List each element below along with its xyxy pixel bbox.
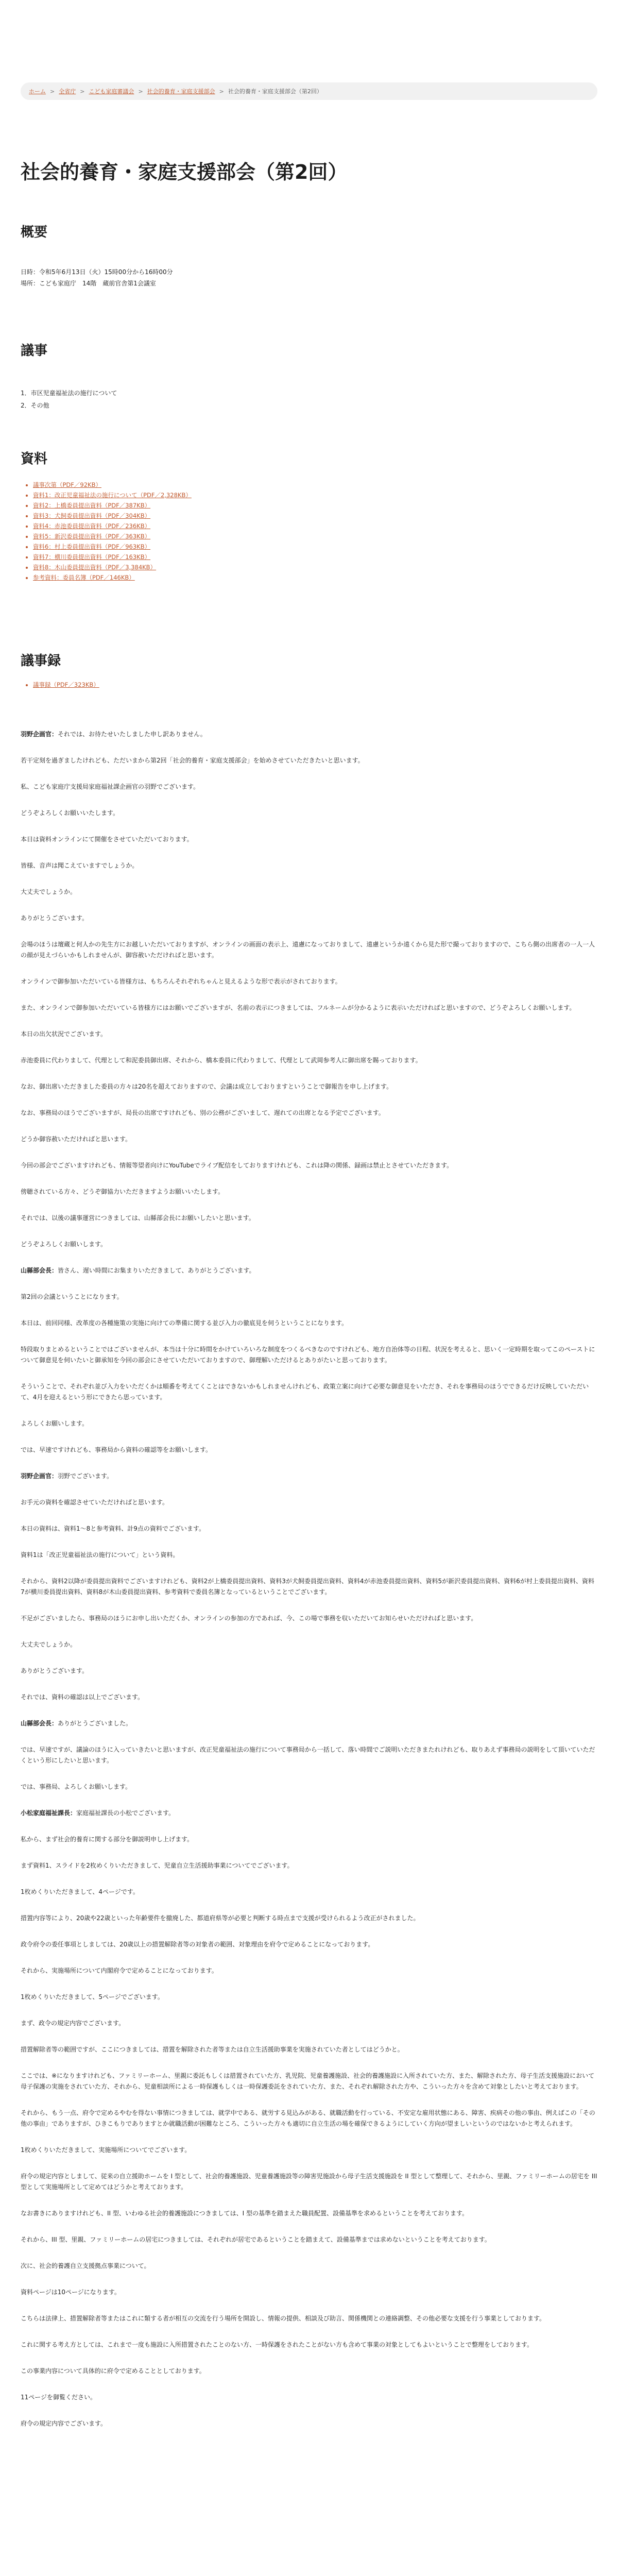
- overview-meta: [21, 266, 597, 289]
- minutes-text: 府令の規定内容としまして、従来の自立援助ホームを I 型として、社会的養護施設、児童養護施設等の障害児施設から母子生活支援施設を II 型として整理して、それから、里親、ファミリーホームの居宅を III 型として実施場所として定めてはどうかと考えております。: [21, 2172, 597, 2191]
- minutes-paragraph: [21, 1860, 597, 1871]
- minutes-text: 今回の部会でございますけれども、情報等望者向けにYouTubeでライブ配信をしておりますけれども、これは降の関係、録画は禁止とさせていただきます。: [21, 1161, 453, 1169]
- minutes-text: なお書きにありますけれども、II 型、いわゆる社会的養護施設につきましては、I 型の基準を踏まえた職員配置、設備基準を求めるということを考えております。: [21, 2209, 469, 2217]
- minutes-text: ここでは、※になりますけれども、ファミリーホーム、里親に委託もしくは措置されていた方、乳児院、児童養護施設、社会的養護施設に入所されていた方、また、解除された方、母子生活支援施設において母子保護の実施をされていた方、それから、児童相談所による一時保護もしくは一時保護委託をされていた方、また、それぞれ解除された方や、こういった方々を含めて対象としたいと考えております。: [21, 2072, 595, 2090]
- material-item: [33, 572, 597, 583]
- material-link[interactable]: 資料2：上橋委員提出資料（PDF／387KB）: [33, 501, 151, 509]
- minutes-paragraph: [21, 1445, 597, 1455]
- minutes-text: 資料1は「改正児童福祉法の施行について」という資料。: [21, 1551, 179, 1558]
- minutes-paragraph: [21, 2287, 597, 2298]
- minutes-text: 私、こども家庭庁支援局家庭福祉課企画官の羽野でございます。: [21, 783, 200, 790]
- material-link[interactable]: 資料4：赤池委員提出資料（PDF／236KB）: [33, 522, 151, 530]
- minutes-paragraph: [21, 1887, 597, 1897]
- minutes-paragraph: [21, 1381, 597, 1403]
- breadcrumb-ministries[interactable]: 全省庁: [59, 88, 76, 95]
- minutes-paragraph: [21, 1497, 597, 1508]
- minutes-paragraph: [21, 1744, 597, 1766]
- breadcrumb-separator: >: [80, 88, 85, 95]
- minutes-text: 特段取りまとめるということではございませんが、本当は十分に時間をかけていろいろな制度をつくるべきなのですけれども、地方自治体等の日程、状況を考えると、思いく一定時期を取ってこのペーストについて御意見を伺いたいと御承知を今回の部会にさせていただいておりますので、御理解いただけるとありがたいと思っております。: [21, 1345, 595, 1364]
- minutes-paragraph: [21, 1666, 597, 1676]
- minutes-paragraph: [21, 1639, 597, 1650]
- material-link[interactable]: 資料7：横川委員提出資料（PDF／163KB）: [33, 553, 151, 561]
- minutes-paragraph: [21, 1550, 597, 1561]
- material-item: [33, 500, 597, 511]
- page-wrapper: [21, 0, 597, 2445]
- minutes-text: 措置解除者等の範囲ですが、ここにつきましては、措置を解除された者等または自立生活援助事業を実施されていた者としてはどうかと。: [21, 2045, 404, 2053]
- minutes-paragraph: [21, 913, 597, 924]
- material-item: [33, 562, 597, 572]
- breadcrumb-separator: >: [50, 88, 55, 95]
- minutes-paragraph: [21, 808, 597, 819]
- overview-section: [21, 224, 597, 289]
- material-link[interactable]: 資料6：村上委員提出資料（PDF／963KB）: [33, 543, 151, 550]
- minutes-paragraph: [21, 1160, 597, 1171]
- material-item: [33, 552, 597, 562]
- minutes-paragraph: [21, 2392, 597, 2403]
- material-item: [33, 511, 597, 521]
- speaker-name: 山縣部会長：: [21, 1719, 58, 1727]
- minutes-paragraph: [21, 1992, 597, 2003]
- minutes-paragraph: [21, 1718, 597, 1729]
- minutes-paragraph: [21, 1265, 597, 1276]
- minutes-paragraph: [21, 976, 597, 987]
- minutes-paragraph: [21, 729, 597, 740]
- minutes-text: 家庭福祉課長の小松でございます。: [76, 1809, 175, 1817]
- material-item: [33, 480, 597, 490]
- minutes-paragraph: [21, 1576, 597, 1598]
- minutes-paragraph: [21, 2018, 597, 2029]
- agenda-item: 2．その他: [21, 401, 49, 409]
- minutes-paragraph: [21, 1613, 597, 1624]
- minutes-text: 本日は資料オンラインにて開催をさせていただいております。: [21, 835, 193, 843]
- minutes-paragraph: [21, 1055, 597, 1066]
- breadcrumb-separator: >: [138, 88, 143, 95]
- minutes-text: 若干定刻を過ぎましたけれども、ただいまから第2回「社会的養育・家庭支援部会」を始めさせていただきたいと思います。: [21, 756, 364, 764]
- minutes-link-list: [21, 680, 597, 690]
- minutes-paragraph: [21, 1239, 597, 1250]
- minutes-paragraph: [21, 1965, 597, 1976]
- meeting-place: 場所：こども家庭庁 14階 蔵前官舎第1会議室: [21, 280, 156, 287]
- minutes-paragraph: [21, 939, 597, 961]
- minutes-paragraph: [21, 1292, 597, 1302]
- minutes-text: ありがとうございます。: [21, 1667, 89, 1674]
- minutes-paragraph: [21, 2071, 597, 2092]
- material-item: [33, 490, 597, 500]
- minutes-text: では、早速ですけれども、事務局から資料の確認等をお願いします。: [21, 1446, 212, 1453]
- minutes-text: まず、政令の規定内容でございます。: [21, 2019, 125, 2027]
- minutes-paragraph: [21, 1471, 597, 1482]
- minutes-text: 不足がございましたら、事務局のほうにお申し出いただくか、オンラインの参加の方であれば、今、この場で事務を収いただいてお知らせいただければと思います。: [21, 1614, 477, 1622]
- minutes-paragraph: [21, 782, 597, 792]
- minutes-paragraph: [21, 2208, 597, 2219]
- material-item: [33, 521, 597, 531]
- minutes-paragraph: [21, 1834, 597, 1845]
- breadcrumb-council[interactable]: こども家庭審議会: [89, 88, 134, 95]
- materials-section: [21, 451, 597, 583]
- page-title: 社会的養育・家庭支援部会（第2回）: [21, 161, 348, 183]
- minutes-paragraph: [21, 1344, 597, 1366]
- minutes-text: それでは、以後の議事運営につきましては、山縣部会長にお願いしたいと思います。: [21, 1214, 255, 1222]
- material-link[interactable]: 資料5：新沢委員提出資料（PDF／363KB）: [33, 532, 151, 540]
- minutes-text: 次に、社会的養護自立支援拠点事業について。: [21, 2262, 150, 2269]
- minutes-text: 1枚めくりいただきまして、実施場所についてでございます。: [21, 2146, 191, 2154]
- breadcrumb: [21, 82, 597, 100]
- agenda-heading: 議事: [21, 343, 48, 359]
- minutes-paragraph: [21, 1913, 597, 1924]
- minutes-text: 大丈夫でしょうか。: [21, 1640, 77, 1648]
- minutes-text: 措置内容等により、20歳や22歳といった年齢要件を撤廃した、都道府県等が必要と判断する時点まで支援が受けられるよう改正がされました。: [21, 1914, 420, 1922]
- minutes-text: ありがとうございました。: [58, 1719, 132, 1727]
- minutes-text: これに関する考え方としては、これまで一度も施設に入所措置されたことのない方、一時保護をされたことがない方も含めて事業の対象としてもよいということで整理をしております。: [21, 2341, 534, 2348]
- minutes-paragraph: [21, 755, 597, 766]
- minutes-text: 1枚めくりいただきまして、5ページでございます。: [21, 1993, 164, 2001]
- materials-list: [21, 480, 597, 583]
- minutes-text: 赤池委員に代わりまして、代理として和泥委員御出席、それから、橋本委員に代わりまして、代理として武岡参考人に御出席を賜っております。: [21, 1056, 422, 1064]
- minutes-paragraph: [21, 1808, 597, 1819]
- minutes-text: まず資料1、スライドを2枚めくりいただきまして、児童自立生活援助事業についてでございます。: [21, 1861, 294, 1869]
- minutes-paragraph: [21, 2340, 597, 2350]
- minutes-paragraph: [21, 2366, 597, 2377]
- material-link[interactable]: 参考資料：委員名簿（PDF／146KB）: [33, 573, 135, 581]
- overview-heading: 概要: [21, 225, 48, 241]
- minutes-paragraph: [21, 1318, 597, 1329]
- minutes-text: 本日の資料は、資料1〜8と参考資料、計9点の資料でございます。: [21, 1524, 205, 1532]
- minutes-paragraph: [21, 1418, 597, 1429]
- breadcrumb-subcommittee[interactable]: 社会的養育・家庭支援部会: [147, 88, 215, 95]
- minutes-text: 皆さん、遅い時間にお集まりいただきまして、ありがとうございます。: [58, 1266, 255, 1274]
- minutes-text: また、オンラインで御参加いただいている皆様方にはお願いでございますが、名前の表示につきましては、フルネームが分かるように表示いただければと思いますので、どうぞよろしくお願いします。: [21, 1004, 576, 1011]
- minutes-text: どうぞよろしくお願いします。: [21, 1240, 107, 1248]
- minutes-text: 11ページを御覧ください。: [21, 2393, 97, 2401]
- material-item: [33, 541, 597, 552]
- minutes-text: では、事務局、よろしくお願いします。: [21, 1783, 132, 1790]
- minutes-paragraph: [21, 1134, 597, 1145]
- material-link[interactable]: 資料3：犬飼委員提出資料（PDF／304KB）: [33, 512, 151, 519]
- material-link[interactable]: 資料8：木山委員提出資料（PDF／3,384KB）: [33, 563, 157, 571]
- minutes-text: そういうことで、それぞれ並び入力をいただくかは順番を考えてくことはできないかもしれませんけれども、政策立案に向けて必要な御意見をいただき、それを事務局のほうでできるだけ反映していただいて、4月を迎えるという形にできたら思っています。: [21, 1382, 589, 1401]
- breadcrumb-separator: >: [219, 88, 224, 95]
- minutes-paragraph: [21, 2313, 597, 2324]
- minutes-text: どうか御容赦いただければと思います。: [21, 1135, 132, 1143]
- material-link[interactable]: 議事次第（PDF／92KB）: [33, 481, 101, 488]
- material-link[interactable]: 資料1：改正児童福祉法の施行について（PDF／2,328KB）: [33, 491, 192, 499]
- minutes-paragraph: [21, 2261, 597, 2272]
- minutes-paragraph: [21, 2108, 597, 2129]
- minutes-paragraph: [21, 2171, 597, 2193]
- breadcrumb-home[interactable]: ホーム: [29, 88, 46, 95]
- minutes-section: [21, 653, 597, 2429]
- minutes-text: 本日の出欠状況でございます。: [21, 1030, 107, 1038]
- minutes-heading: 議事録: [21, 653, 61, 669]
- minutes-paragraph: [21, 1782, 597, 1792]
- minutes-text: それから、実施場所について内閣府令で定めることになっております。: [21, 1967, 218, 1974]
- minutes-paragraph: [21, 1692, 597, 1703]
- minutes-text: こちらは法律上、措置解除者等またはこれに類する者が相互の交流を行う場所を開設し、情報の提供、相談及び助言、関係機関との連絡調整、その他必要な支援を行う事業としております。: [21, 2314, 546, 2322]
- minutes-text: 傍聴されている方々、どうぞ御協力いただきますようお願いいたします。: [21, 1188, 225, 1195]
- minutes-paragraph: [21, 860, 597, 871]
- speaker-name: 山縣部会長：: [21, 1266, 58, 1274]
- minutes-paragraph: [21, 1213, 597, 1224]
- breadcrumb-current: 社会的養育・家庭支援部会（第2回）: [228, 88, 322, 95]
- minutes-text: 皆様、音声は聞こえていますでしょうか。: [21, 861, 139, 869]
- agenda-item: 1．市区児童福祉法の施行について: [21, 389, 117, 397]
- minutes-text: それから、もう一点、府令で定めるやむを得ない事情につきましては、就学中である、就労する見込みがある、就職活動を行っている、不安定な雇用状態にある、障害、疾病その他の事由、例えばこの「その他の事由」でありますが、ひきこもりでありますとか就職活動が困難なところ、こういった方々も適切に自立生活の場を確保できるようにしていく方向が望ましいというのではないかと考えられます。: [21, 2109, 595, 2127]
- minutes-paragraph: [21, 1523, 597, 1534]
- minutes-text: 会場のほうは壇蔵と何人かの先生方にお越しいただいておりますが、オンラインの画面の表示上、遠慮になっておりまして、遠慮というか遠くから見た形で撮っておりますので、こちら側の出席者の一人一人の顔が見えづらいかもしれませんが、御容赦いただければと思います。: [21, 940, 595, 959]
- minutes-paragraph: [21, 1939, 597, 1950]
- minutes-text: よろしくお願いします。: [21, 1419, 89, 1427]
- minutes-text: オンラインで御参加いただいている皆様方は、もちろんそれぞれちゃんと見えるような形で表示がされております。: [21, 977, 341, 985]
- minutes-text: なお、御出席いただきました委員の方々は20名を超えておりますので、会議は成立しておりますということで御報告を申し上げます。: [21, 1082, 393, 1090]
- agenda-section: [21, 343, 597, 412]
- minutes-paragraph: [21, 1003, 597, 1013]
- minutes-text: 政令府令の委任事項としましては、20歳以上の措置解除者等の対象者の範囲、対象理由を府令で定めることになっております。: [21, 1940, 374, 1948]
- minutes-paragraph: [21, 2234, 597, 2245]
- speaker-name: 羽野企画官：: [21, 1472, 58, 1480]
- minutes-text: 第2回の会議ということになります。: [21, 1293, 123, 1300]
- material-item: [33, 531, 597, 541]
- speaker-name: 小松家庭福祉課長：: [21, 1809, 77, 1817]
- minutes-paragraph: [21, 1029, 597, 1040]
- minutes-text: 1枚めくりいただきまして、4ページです。: [21, 1888, 139, 1895]
- minutes-paragraph: [21, 2145, 597, 2156]
- agenda-list: [21, 387, 597, 412]
- minutes-paragraph: [21, 1108, 597, 1118]
- minutes-text: それから、資料2以降が委員提出資料でございますけれども、資料2が上橋委員提出資料、資料3が犬飼委員提出資料、資料4が赤池委員提出資料、資料5が新沢委員提出資料、資料6が村上委員提出資料、資料7が横川委員提出資料、資料8が木山委員提出資料、参考資料で委員名簿となっているということでございます。: [21, 1577, 594, 1596]
- minutes-paragraph: [21, 887, 597, 897]
- minutes-text: ありがとうございます。: [21, 914, 89, 922]
- minutes-paragraph: [21, 2044, 597, 2055]
- minutes-text: それから、III 型、里親、ファミリーホームの居宅につきましては、それぞれが居宅であるということを踏まえて、設備基準までは求めないということを考えております。: [21, 2235, 491, 2243]
- minutes-text: お手元の資料を確認させていただければと思います。: [21, 1498, 169, 1506]
- speaker-name: 羽野企画官：: [21, 730, 58, 738]
- minutes-text: それでは、お待たせいたしました申し訳ありません。: [58, 730, 207, 738]
- minutes-paragraph: [21, 1081, 597, 1092]
- minutes-text: それでは、資料の確認は以上でございます。: [21, 1693, 144, 1701]
- minutes-text: 大丈夫でしょうか。: [21, 888, 77, 895]
- minutes-text: 本日は、前回同様、改革度の各種施策の実施に向けての準備に関する並び入力の徹底見を伺うということになります。: [21, 1319, 348, 1327]
- minutes-text: では、早速ですが、議論のほうに入っていきたいと思いますが、改正児童福祉法の施行について事務局から一括して、落い時間でご説明いただきまたれけれども、取りあえず事務局の説明をして頂いていただくという形にしたいと思います。: [21, 1745, 595, 1764]
- minutes-paragraph: [21, 1187, 597, 1197]
- minutes-text: 羽野でございます。: [58, 1472, 113, 1480]
- minutes-text: なお、事務局のほうでございますが、局長の出席ですけれども、別の公務がございまして、遅れての出席となる予定でございます。: [21, 1109, 385, 1116]
- minutes-text: この事業内容について具体的に府令で定めることとしております。: [21, 2367, 205, 2375]
- meeting-date: 日時：令和5年6月13日（火）15時00分から16時00分: [21, 268, 173, 276]
- minutes-paragraph: [21, 2418, 597, 2429]
- minutes-text: 資料ページは10ページになります。: [21, 2288, 121, 2296]
- minutes-pdf-link[interactable]: 議事録（PDF／323KB）: [33, 681, 99, 688]
- materials-heading: 資料: [21, 451, 48, 467]
- minutes-text: どうぞよろしくお願いいたします。: [21, 809, 119, 817]
- minutes-text: 私から、まず社会的養育に関する部分を御説明申し上げます。: [21, 1835, 194, 1843]
- minutes-text: 府令の規定内容でございます。: [21, 2419, 107, 2427]
- minutes-body: [21, 729, 597, 2429]
- minutes-paragraph: [21, 834, 597, 845]
- minutes-link-item: [33, 680, 597, 690]
